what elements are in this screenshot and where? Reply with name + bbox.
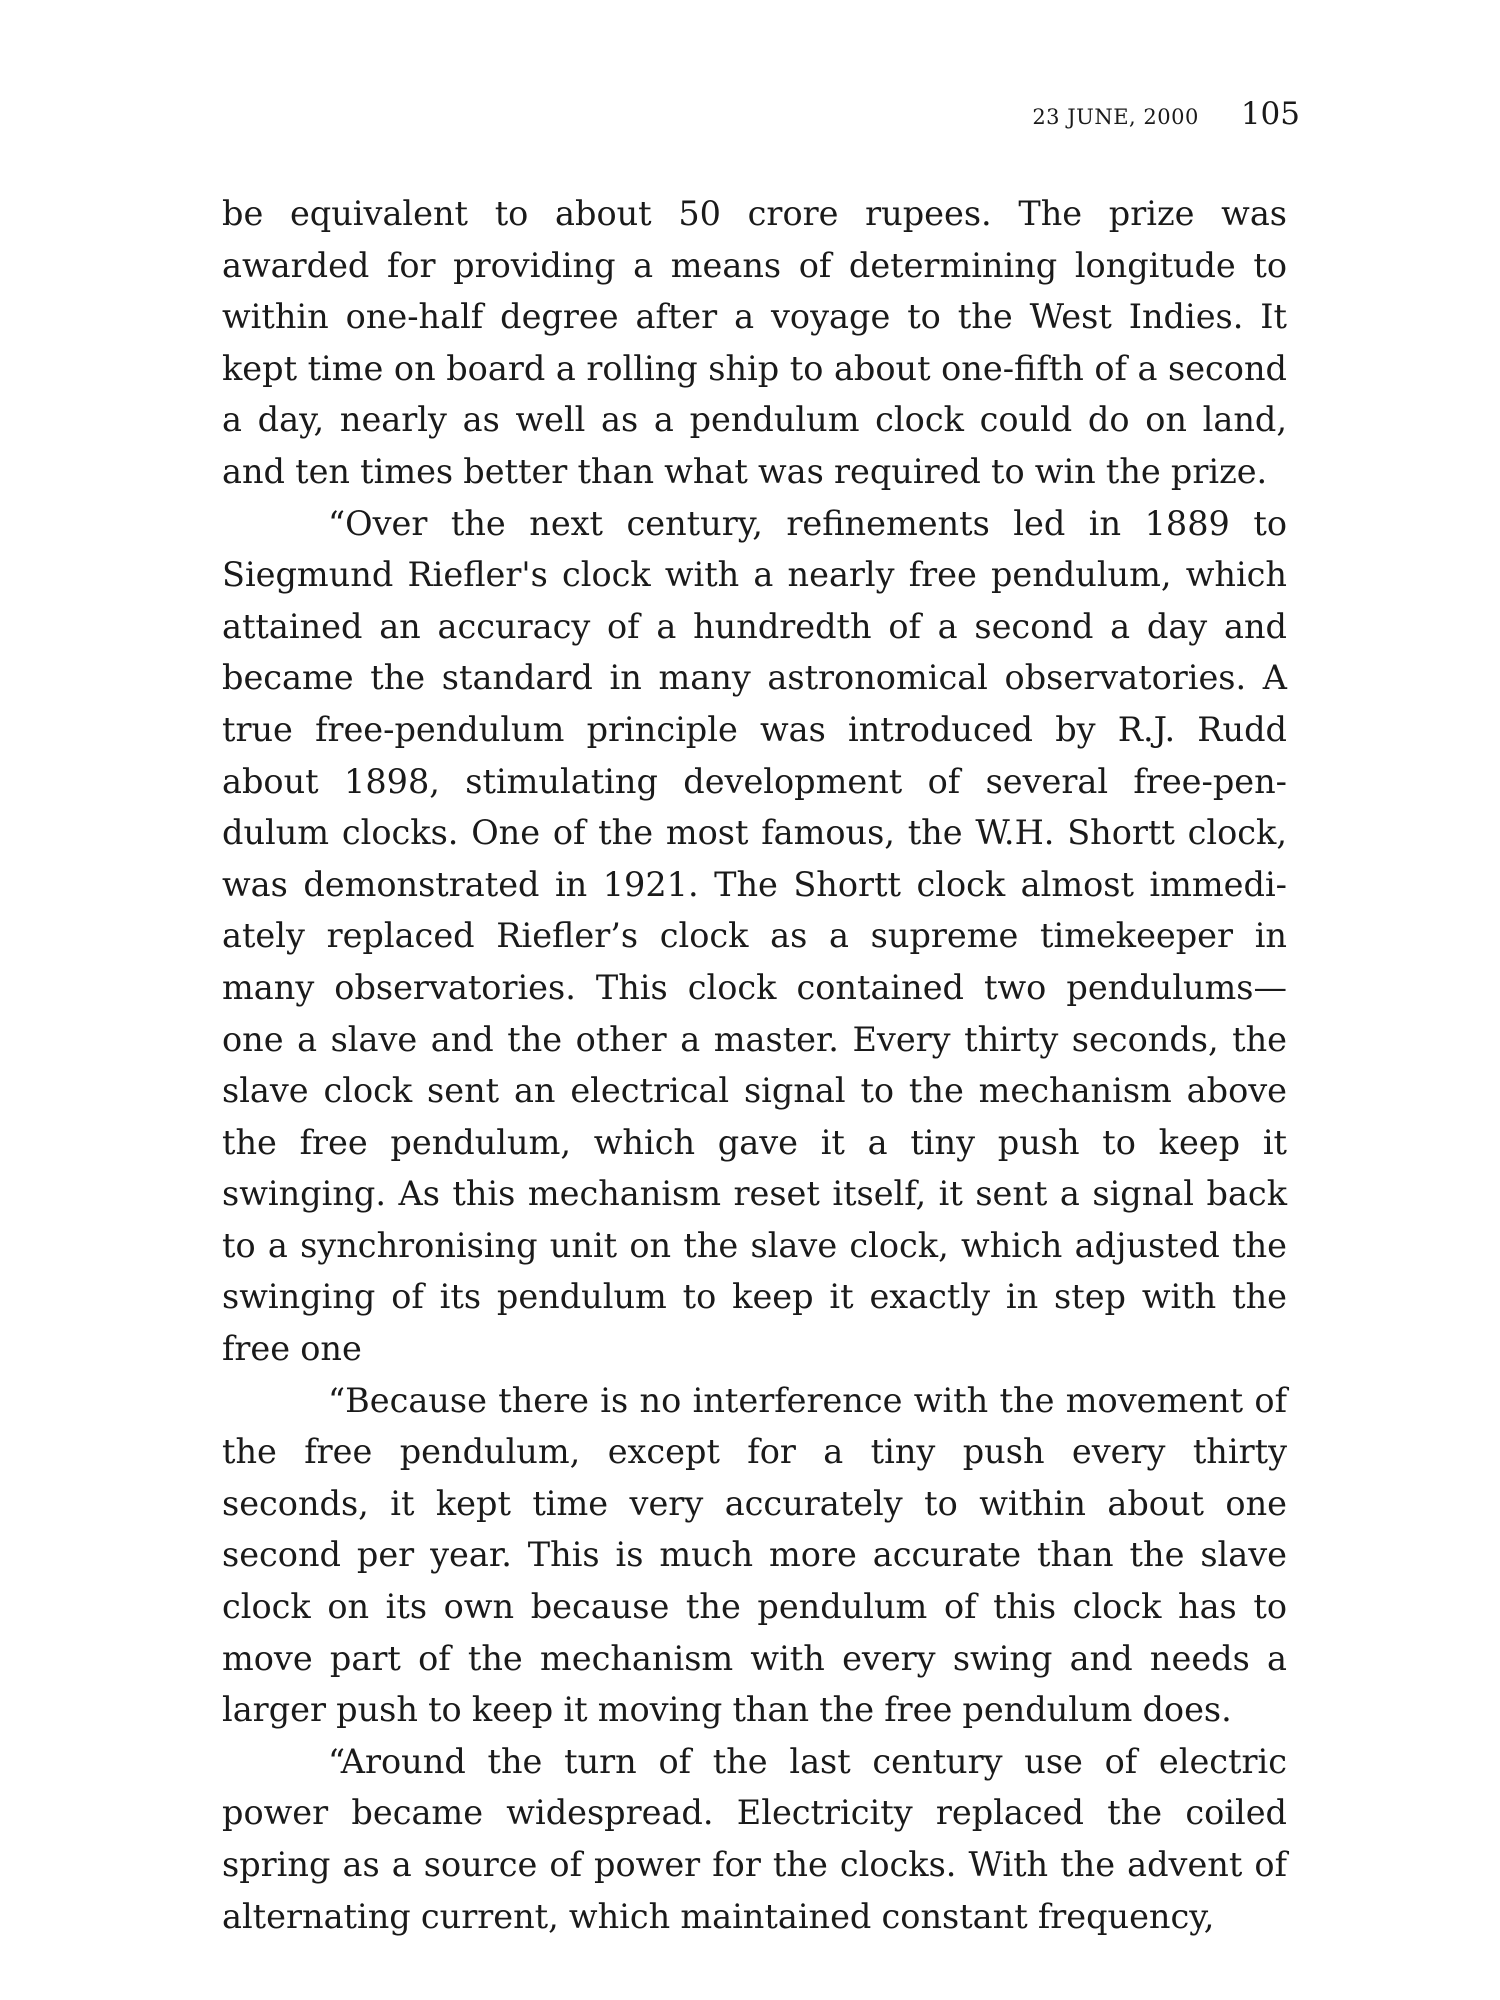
body-text [222,188,1287,1942]
header-date: 23 JUNE, 2000 [1032,105,1199,129]
page-number: 105 [1240,96,1300,132]
running-header [900,96,1300,146]
paragraph-4: “Around the turn of the last century use of electric power became widespread. Electricity replaced the coiled spring as a source of power for the clocks. With the advent of alternating current, which maintained constant frequency, [222,1741,1287,1936]
paragraph-2: “Over the next century, refinements led in 1889 to Siegmund Riefler's clock with a nearly free pendulum, which attained an accuracy of a hundredth of a second a day and became the standard in many astronomical observatories. A true free-pendulum principle was introduced by R.J. Rudd about 1898, stimulating development of several free-pendulum clocks. One of the most famous, the W.H. Shortt clock, was demonstrated in 1921. The Shortt clock almost immediately replaced Riefler’s clock as a supreme timekeeper in many observatories. This clock contained two pendulums— one a slave and the other a master. Every thirty seconds, the slave clock sent an electrical signal to the mechanism above the free pendulum, which gave it a tiny push to keep it swinging. As this mechanism reset itself, it sent a signal back to a synchronising unit on the slave clock, which adjusted the swinging of its pendulum to keep it exactly in step with the free one [222,503,1287,1369]
paragraph-1: be equivalent to about 50 crore rupees. The prize was awarded for providing a means of determining longitude to within one-half degree after a voyage to the West Indies. It kept time on board a rolling ship to about one-fifth of a second a day, nearly as well as a pendulum clock could do on land, and ten times better than what was required to win the prize. [222,194,1287,491]
paragraph-3: “Because there is no interference with the movement of the free pendulum, except for a tiny push every thirty seconds, it kept time very accurately to within about one second per year. This is much more accurate than the slave clock on its own because the pendulum of this clock has to move part of the mechanism with every swing and needs a larger push to keep it moving than the free pendulum does. [222,1380,1287,1730]
